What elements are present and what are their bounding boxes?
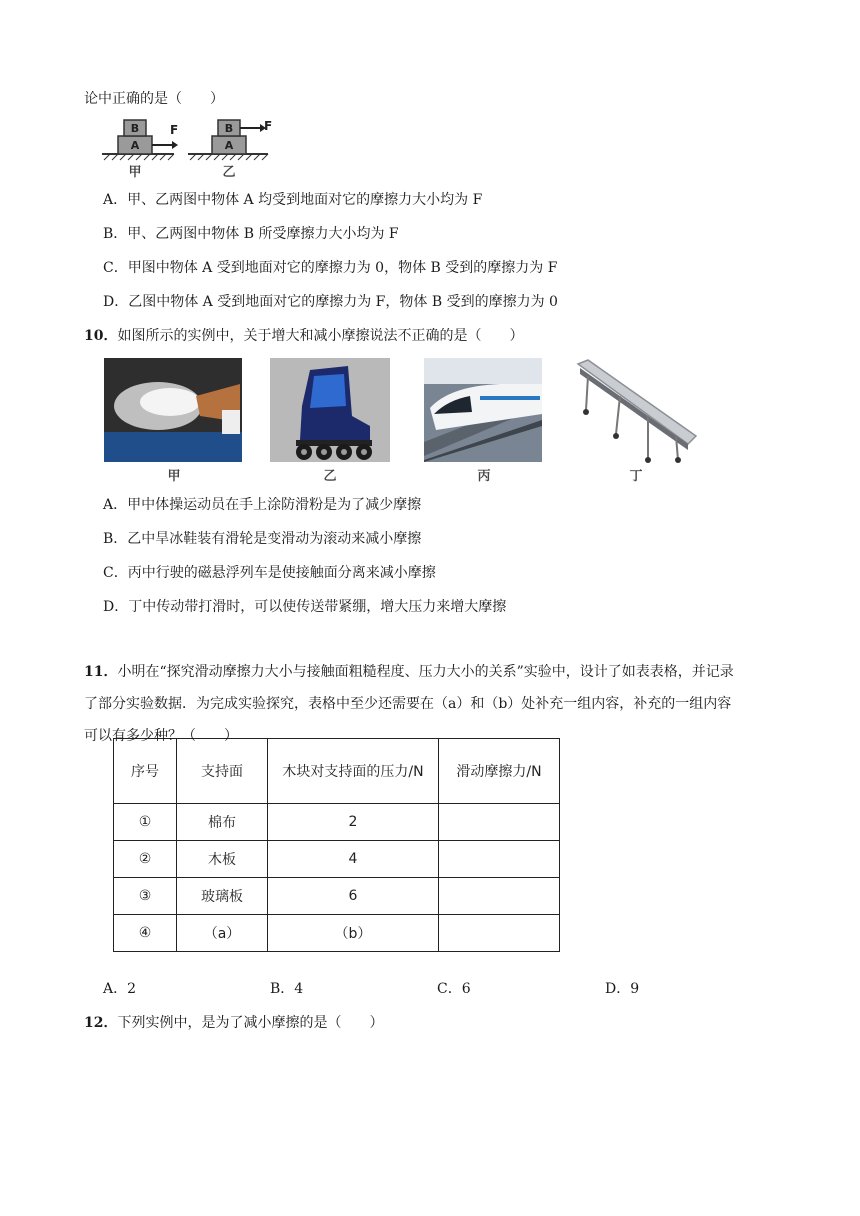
q10-stem [84, 326, 523, 346]
cell-pressure: 4 [268, 841, 439, 878]
cell-surface: 棉布 [177, 804, 268, 841]
q9-option-d: D．乙图中物体 A 受到地面对它的摩擦力为 F，物体 B 受到的摩擦力为 0 [103, 294, 558, 310]
cell-pressure: 6 [268, 878, 439, 915]
caption-yi: 乙 [222, 165, 236, 180]
header-pressure: 木块对支持面的压力/N [268, 739, 439, 804]
cell-friction [439, 915, 560, 952]
q10-number: 10． [84, 328, 118, 344]
cell-surface: 木板 [177, 841, 268, 878]
q11-choice-d: D．9 [605, 981, 640, 997]
cell-index: ④ [114, 915, 177, 952]
cell-index: ① [114, 804, 177, 841]
photo-conveyor-belt [578, 360, 696, 463]
label-a-left: A [130, 139, 140, 152]
table-row [114, 878, 560, 915]
q11-number: 11． [84, 664, 118, 680]
label-b-left: B [130, 122, 140, 135]
force-label-right: F [264, 119, 273, 133]
q9-option-c: C．甲图中物体 A 受到地面对它的摩擦力为 0，物体 B 受到的摩擦力为 F [103, 260, 558, 276]
cell-pressure: （b） [268, 915, 439, 952]
cell-surface: （a） [177, 915, 268, 952]
q9-stem-tail: 论中正确的是（ ） [84, 91, 224, 107]
photo-inline-skate [270, 358, 390, 462]
cell-friction [439, 878, 560, 915]
q10-option-d: D．丁中传动带打滑时，可以使传送带紧绷，增大压力来增大摩擦 [103, 599, 507, 615]
table-row [114, 915, 560, 952]
q11-stem-line-3: 可以有多少种？（ ） [84, 728, 238, 744]
table-row [114, 841, 560, 878]
q10-option-b: B．乙中旱冰鞋装有滑轮是变滑动为滚动来减小摩擦 [103, 531, 422, 547]
caption-q10-bing: 丙 [477, 469, 491, 484]
q10-option-c: C．丙中行驶的磁悬浮列车是使接触面分离来减小摩擦 [103, 565, 436, 581]
q11-stem-line-2: 了部分实验数据．为完成实验探究，表格中至少还需要在（a）和（b）处补充一组内容，补充的一组内容 [84, 696, 732, 712]
q10-stem-text: 如图所示的实例中，关于增大和减小摩擦说法不正确的是（ ） [117, 328, 524, 344]
cell-friction [439, 841, 560, 878]
table-row [114, 804, 560, 841]
header-friction: 滑动摩擦力/N [439, 739, 560, 804]
caption-jia: 甲 [128, 165, 142, 180]
q11-stem-text-1: 小明在“探究滑动摩擦力大小与接触面粗糙程度、压力大小的关系”实验中，设计了如表表格，并记录 [117, 664, 734, 680]
force-label-left: F [170, 123, 179, 137]
q10-figures [100, 356, 700, 486]
cell-index: ③ [114, 878, 177, 915]
table-header-row [114, 739, 560, 804]
q12-stem [84, 1013, 383, 1033]
q9-figure [100, 116, 280, 180]
q11-data-table [113, 738, 560, 952]
q9-option-a: A．甲、乙两图中物体 A 均受到地面对它的摩擦力大小均为 F [103, 192, 483, 208]
q11-choice-a: A．2 [103, 981, 137, 997]
cell-index: ② [114, 841, 177, 878]
photo-maglev-train [424, 358, 542, 462]
caption-q10-ding: 丁 [629, 469, 643, 484]
q11-choice-c: C．6 [437, 981, 471, 997]
caption-q10-yi: 乙 [323, 469, 337, 484]
q11-stem-line-1 [84, 662, 734, 682]
label-a-right: A [224, 139, 234, 152]
photo-gymnast-chalk [104, 358, 242, 462]
q12-stem-text: 下列实例中，是为了减小摩擦的是（ ） [117, 1015, 384, 1031]
label-b-right: B [224, 122, 234, 135]
header-index: 序号 [114, 739, 177, 804]
cell-pressure: 2 [268, 804, 439, 841]
q11-choice-b: B．4 [270, 981, 304, 997]
q10-option-a: A．甲中体操运动员在手上涂防滑粉是为了减少摩擦 [103, 497, 422, 513]
header-surface: 支持面 [177, 739, 268, 804]
caption-q10-jia: 甲 [167, 469, 181, 484]
q12-number: 12． [84, 1015, 118, 1031]
cell-surface: 玻璃板 [177, 878, 268, 915]
cell-friction [439, 804, 560, 841]
q9-option-b: B．甲、乙两图中物体 B 所受摩擦力大小均为 F [103, 226, 399, 242]
